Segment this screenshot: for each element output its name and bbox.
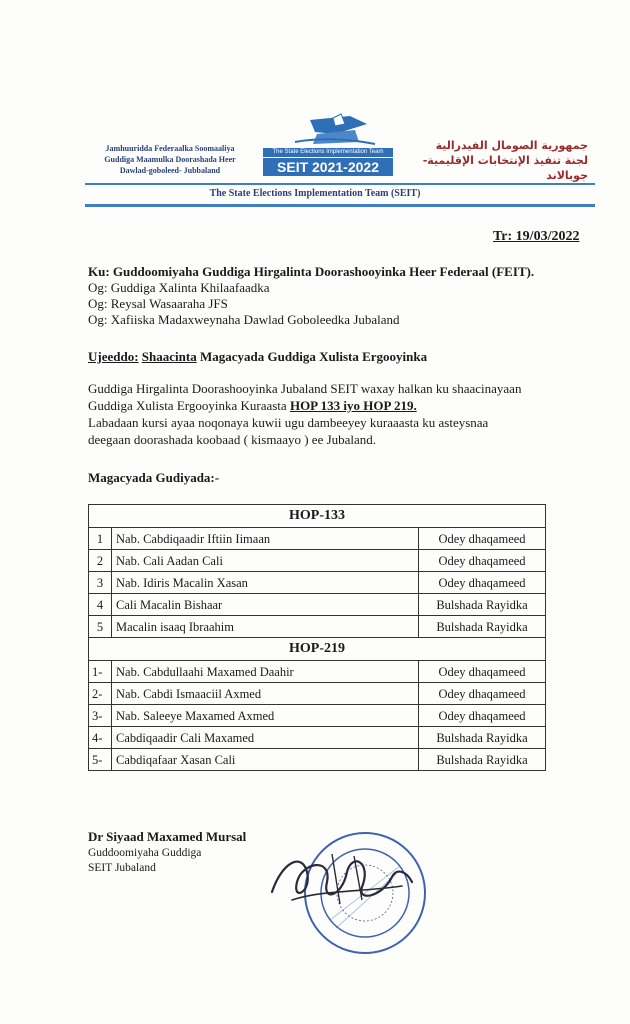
divider	[85, 204, 595, 207]
signatory-block	[88, 846, 201, 876]
divider	[85, 183, 595, 185]
ballot-box-icon	[255, 112, 405, 152]
body-line: deegaan doorashada koobaad ( kismaayo ) ee Jubaland.	[88, 432, 377, 447]
addressee-cc: Og: Xafiiska Madaxweynaha Dawlad Goboleedka Jubaland	[88, 312, 400, 327]
member-name: Nab. Cabdi Ismaaciil Axmed	[112, 683, 419, 705]
body-text: Guddiga Xulista Ergooyinka Kuraasta	[88, 398, 287, 413]
member-name: Nab. Cabdiqaadir Iftiin Iimaan	[112, 528, 419, 550]
member-name: Nab. Saleeye Maxamed Axmed	[112, 705, 419, 727]
subject-label: Ujeeddo:	[88, 349, 139, 364]
letterhead-line: لجنة تنفيذ الإنتخابات الإقليمية- جوبالاند	[422, 154, 588, 182]
letterhead-line: Guddiga Maamulka Doorashada Heer	[104, 155, 236, 164]
signatory-name: Dr Siyaad Maxamed Mursal	[88, 829, 247, 844]
member-name: Macalin isaaq Ibraahim	[112, 616, 419, 638]
logo-title: SEIT 2021-2022	[263, 158, 393, 176]
member-role: Odey dhaqameed	[419, 705, 546, 727]
body-line	[88, 397, 568, 414]
signatory-title: Guddoomiyaha Guddiga	[88, 847, 202, 859]
addressee-cc: Og: Reysal Wasaaraha JFS	[88, 296, 228, 311]
table-row	[89, 572, 546, 594]
letterhead-line: جمهورية الصومال الفيدرالية	[435, 139, 588, 152]
member-role: Odey dhaqameed	[419, 550, 546, 572]
row-number: 4	[89, 594, 112, 616]
addressee-to: Ku: Guddoomiyaha Guddiga Hirgalinta Doorashooyinka Heer Federaal (FEIT).	[88, 264, 535, 279]
member-name: Nab. Cali Aadan Cali	[112, 550, 419, 572]
table-row	[89, 616, 546, 638]
subject-underlined: Shaacinta	[141, 349, 197, 364]
table-row	[89, 550, 546, 572]
table-row	[89, 749, 546, 771]
member-role: Bulshada Rayidka	[419, 727, 546, 749]
letterhead-somali	[70, 143, 270, 176]
body-line: Guddiga Hirgalinta Doorashooyinka Jubaland SEIT waxay halkan ku shaacinayaan	[88, 381, 522, 396]
row-number: 1-	[89, 661, 112, 683]
row-number: 3-	[89, 705, 112, 727]
body-paragraph	[88, 380, 568, 448]
letterhead-line: Dawlad-goboleed- Jubbaland	[119, 166, 221, 175]
body-emphasis: HOP 133 iyo HOP 219.	[289, 398, 417, 413]
signatory-org: SEIT Jubaland	[88, 862, 156, 874]
signature-icon	[262, 842, 422, 912]
group-header-row	[89, 505, 546, 528]
member-role: Odey dhaqameed	[419, 572, 546, 594]
table-row	[89, 683, 546, 705]
member-role: Bulshada Rayidka	[419, 594, 546, 616]
group-title: HOP-219	[89, 638, 546, 661]
row-number: 2-	[89, 683, 112, 705]
member-role: Odey dhaqameed	[419, 528, 546, 550]
letterhead-line: Jamhuuridda Federaalka Soomaaliya	[105, 144, 235, 153]
addressees	[88, 264, 534, 328]
member-name: Cali Macalin Bishaar	[112, 594, 419, 616]
row-number: 5-	[89, 749, 112, 771]
table-row	[89, 528, 546, 550]
subject-rest: Magacyada Guddiga Xulista Ergooyinka	[199, 349, 428, 364]
addressee-cc: Og: Guddiga Xalinta Khilaafaadka	[88, 280, 270, 295]
member-role: Bulshada Rayidka	[419, 749, 546, 771]
group-title: HOP-133	[89, 505, 546, 528]
table-row	[89, 594, 546, 616]
row-number: 5	[89, 616, 112, 638]
letterhead-subtitle: The State Elections Implementation Team (SEIT)	[209, 188, 421, 199]
member-role: Odey dhaqameed	[419, 661, 546, 683]
member-role: Bulshada Rayidka	[419, 616, 546, 638]
row-number: 3	[89, 572, 112, 594]
member-name: Nab. Cabdullaahi Maxamed Daahir	[112, 661, 419, 683]
committee-table	[88, 504, 546, 771]
member-name: Cabdiqaadir Cali Maxamed	[112, 727, 419, 749]
table-row	[89, 705, 546, 727]
letter-date: Tr: 19/03/2022	[493, 229, 580, 244]
list-heading: Magacyada Gudiyada:-	[88, 470, 220, 485]
row-number: 1	[89, 528, 112, 550]
member-name: Cabdiqafaar Xasan Cali	[112, 749, 419, 771]
member-name: Nab. Idiris Macalin Xasan	[112, 572, 419, 594]
member-role: Odey dhaqameed	[419, 683, 546, 705]
subject-line	[88, 349, 427, 365]
group-header-row	[89, 638, 546, 661]
row-number: 2	[89, 550, 112, 572]
table-row	[89, 727, 546, 749]
row-number: 4-	[89, 727, 112, 749]
seit-logo	[255, 112, 405, 182]
letterhead-arabic	[398, 138, 588, 183]
table-row	[89, 661, 546, 683]
logo-banner: The State Elections Implementation Team	[263, 148, 393, 157]
body-line: Labadaan kursi ayaa noqonaya kuwii ugu dambeeyey kuraaasta ku asteysnaa	[88, 415, 489, 430]
